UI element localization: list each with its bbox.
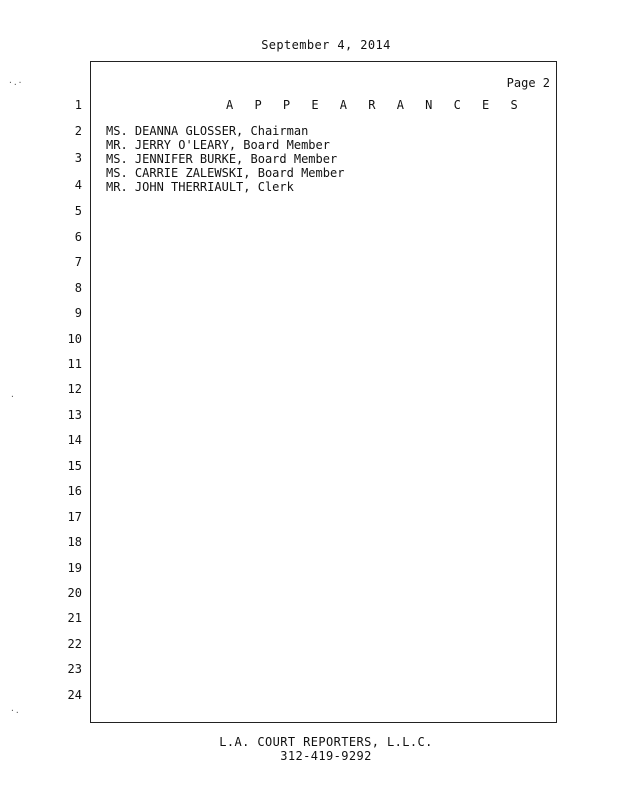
page-number: Page 2	[506, 76, 550, 90]
appearance-entry: MR. JOHN THERRIAULT, Clerk	[106, 180, 294, 194]
line-number: 14	[67, 433, 82, 447]
scan-speck: ·.	[10, 706, 20, 715]
line-number: 13	[67, 408, 82, 422]
header-date: September 4, 2014	[261, 38, 391, 52]
footer-phone: 312-419-9292	[280, 749, 372, 763]
appearances-title: A P P E A R A N C E S	[226, 98, 525, 112]
line-number: 5	[74, 204, 82, 218]
line-number: 4	[74, 178, 82, 192]
line-number: 7	[74, 255, 82, 269]
line-number: 9	[74, 306, 82, 320]
line-number: 15	[67, 459, 82, 473]
line-number: 3	[74, 151, 82, 165]
line-number: 6	[74, 230, 82, 244]
line-number: 19	[67, 561, 82, 575]
footer	[0, 735, 618, 763]
line-number: 23	[67, 662, 82, 676]
line-number: 16	[67, 484, 82, 498]
line-number: 1	[74, 98, 82, 112]
line-number: 11	[67, 357, 82, 371]
appearances-list	[106, 124, 344, 194]
appearance-entry: MS. CARRIE ZALEWSKI, Board Member	[106, 166, 345, 180]
line-number: 20	[67, 586, 82, 600]
scan-speck: ·	[10, 392, 15, 401]
appearance-entry: MS. JENNIFER BURKE, Board Member	[106, 152, 338, 166]
footer-company: L.A. COURT REPORTERS, L.L.C.	[219, 735, 433, 749]
scan-speck: ·.·	[8, 78, 23, 87]
line-number: 17	[67, 510, 82, 524]
line-number: 10	[67, 332, 82, 346]
line-number: 21	[67, 611, 82, 625]
line-number: 18	[67, 535, 82, 549]
line-number: 24	[67, 688, 82, 702]
appearance-entry: MS. DEANNA GLOSSER, Chairman	[106, 124, 309, 138]
appearance-entry: MR. JERRY O'LEARY, Board Member	[106, 138, 330, 152]
line-number: 8	[74, 281, 82, 295]
line-number: 22	[67, 637, 82, 651]
line-number: 2	[74, 124, 82, 138]
line-number: 12	[67, 382, 82, 396]
